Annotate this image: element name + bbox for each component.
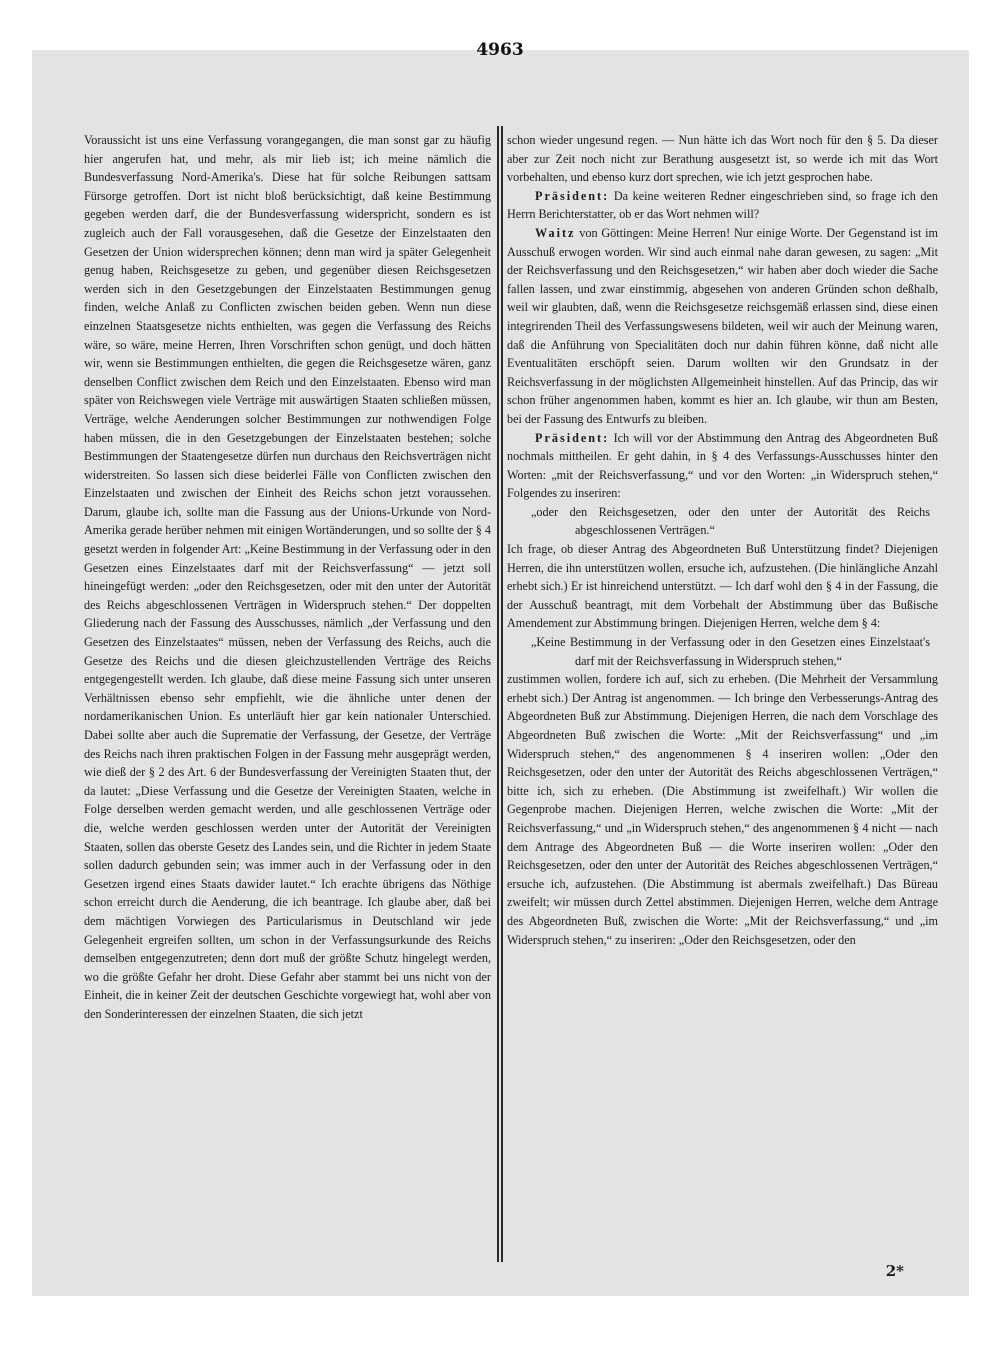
- sheet-signature: 2*: [885, 1262, 904, 1280]
- left-column: [84, 131, 491, 1258]
- left-paragraph-1: Voraussicht ist uns eine Verfassung vorangegangen, die man sonst gar zu häufig hier angerufen hat, und mehr, als mir lieb ist; ich meine nämlich die Bundesverfassung Nord-Amerika's. Diese hat für solche Reibungen sattsam Fürsorge getroffen. Dort ist nicht bloß berücksichtigt, daß keine Bestimmung gegeben werden darf, die der Bundesverfassung widerspricht, sondern es ist zugleich auch der Fall vorausgesehen, daß die Gesetze der Einzelstaaten den Gesetzen der Union widersprechen können; denn man wird ja später Gelegenheit genug haben, Reichsgesetze zu geben, und gegenüber diesen Reichsgesetzen werden sich in den Gesetzgebungen der Einzelstaaten Bestimmungen genug finden, welche Anlaß zu Conflicten zwischen beiden geben. Wenn nun diese einzelnen Staatsgesetze nichts enthielten, was gegen die Verfassung des Reichs wäre, so wäre, meine Herren, Ihren Vorschriften schon genügt, und doch hätten wir, wenn sie Bestimmungen enthielten, die gegen die Reichsgesetze wären, ganz denselben Conflict zwischen dem Reich und den Einzelstaaten. Ebenso wird man später von Reichswegen viele Verträge mit auswärtigen Staaten schließen müssen, Verträge, welche Aenderungen solcher Bestimmungen zur nothwendigen Folge haben müssen, die in den Gesetzgebungen der Einzelstaaten bestehen; solche Bestimmungen der Staatengesetze dürfen nun durchaus den Reichsverträgen nicht widerstreiten. So lassen sich diese beiderlei Fälle von Conflicten zwischen den Einzelstaaten und zwischen der Einheit des Reichs schon jetzt voraussehen. Darum, glaube ich, sollte man die Fassung aus der Unions-Urkunde von Nord-Amerika gerade herüber nehmen mit einigen Wortänderungen, und so sollte der § 4 gesetzt werden in folgender Art: „Keine Bestimmung in der Verfassung oder in den Gesetzen eines Einzelstaates darf mit der Reichsverfassung“ — jetzt soll hineingefügt werden: „oder den Reichsgesetzen, oder mit den unter der Autorität des Reichs abgeschlossenen Verträgen in Widerspruch stehen.“ Der doppelten Gliederung nach der Fassung des Ausschusses, nämlich „der Verfassung und den Gesetzen des Einzelstaates“ müssen, neben der Verfassung des Reichs, auch die Gesetze des Reichs und die diesen gleichzustellenden Verträge des Reichs entgegengestellt werden. Ich glaube, daß diese meine Fassung sich unter unseren Verhältnissen ebenso sehr empfiehlt, wie die ähnliche unter denen der nordamerikanischen Union. Es unterläuft hier gar kein nationaler Unterschied. Dabei sollte aber auch die Suprematie der Verfassung, der Gesetze, der Verträge des Reichs nach ihren praktischen Folgen in der Fassung mehr ausgeprägt werden, wie dieß der § 2 des Art. 6 der Bundesverfassung der Vereinigten Staaten thut, der da lautet: „Diese Verfassung und die Gesetze der Vereinigten Staaten, welche in Folge derselben werden gemacht werden, und alle geschlossenen Verträge oder die, welche werden geschlossen werden unter der Autorität der Vereinigten Staaten, sollen das oberste Gesetz des Landes sein, und die Richter in jedem Staate sollen dadurch gebunden sein; was immer auch in der Verfassung oder in den Gesetzen irgend eines Staats dawider lautet.“ Ich erachte übrigens das Nöthige schon erreicht durch die Aenderung, die ich beantrage. Ich glaube aber, daß bei dem mächtigen Vorwiegen des Particularismus in Deutschland wir jede Gelegenheit ergreifen sollten, um schon in der Verfassungsurkunde des Reichs demselben entgegenzutreten; denn dort muß der größte Schutz hingelegt werden, wo die größte Gefahr her droht. Diese Gefahr aber stammt bei uns nicht von der Einheit, die in keiner Zeit der deutschen Geschichte vorgewiegt hat, wohl aber von den Sonderinteressen der einzelnen Staaten, die sich jetzt: [84, 133, 491, 1021]
- speech-text-4: Ich will vor der Abstimmung den Antrag des Abgeordneten Buß nochmals mittheilen. Er geht dahin, in § 4 des Verfassungs-Ausschusses hinter den Worten: „mit der Reichsverfassung,“ und vor den Worten: „in Widerspruch stehen,“ Folgendes zu inseriren:: [507, 430, 938, 501]
- speech-text-3: von Göttingen: Meine Herren! Nur einige Worte. Der Gegenstand ist im Ausschuß erwogen worden. Wir sind auch einmal nahe daran gewesen, zu sagen: „Mit der Reichsverfassung und den Reichsgesetzen,“ wir haben aber doch wieder die Sache fallen lassen, und zwar einstimmig, abgesehen von anderen Gründen schon deßhalb, weil wir glaubten, daß, wenn die Reichsgesetze reichsgemäß erlassen sind, diese einen integrirenden Theil des Verfassungswesens bildeten, weil wir auch der Meinung waren, daß die Anführung von Specialitäten doch nur dahin führen könne, daß nicht alle Eventualitäten erschöpft seien. Darum wollten wir den Grundsatz in der Reichsverfassung in der möglichsten Allgemeinheit hinstellen. Auf das Princip, das wir schon früher angenommen haben, kommt es hier an. Ich glaube, wir thun am Besten, bei der Fassung des Entwurfs zu bleiben.: [507, 225, 938, 426]
- right-column: [507, 131, 938, 1258]
- speaker-waitz: Waitz: [535, 225, 576, 240]
- right-paragraph-5: Ich frage, ob dieser Antrag des Abgeordneten Buß Unterstützung findet? Diejenigen Herren, die ihn unterstützen wollen, ersuche ich, aufzustehen. (Die hinlängliche Anzahl erhebt sich.) Er ist hinreichend unterstützt. — Ich darf wohl den § 4 in der Fassung, die der Ausschuß beantragt, mit dem Vorbehalt der Abstimmung über das Bußische Amendement zur Abstimmung bringen. Diejenigen Herren, welche dem § 4:: [507, 542, 938, 631]
- right-paragraph-6: zustimmen wollen, fordere ich auf, sich zu erheben. (Die Mehrheit der Versammlung erhebt sich.) Der Antrag ist angenommen. — Ich bringe den Verbesserungs-Antrag des Abgeordneten Buß zur Abstimmung. Diejenigen Herren, die nach dem Vorschlage des Abgeordneten Buß zwischen die Worte: „Mit der Reichsverfassung“ und „im Widerspruch stehen,“ des angenommenen § 4 inseriren wollen: „Oder den Reichsgesetzen, oder den unter der Autorität des Reichs abgeschlossenen Verträgen,“ bitte ich, sich zu erheben. (Die Abstimmung ist zweifelhaft.) Wir wollen die Gegenprobe machen. Diejenigen Herren, welche zwischen die Worte: „Mit der Reichsverfassung,“ und „in Widerspruch stehen,“ des angenommenen § 4 nicht — nach dem Antrage des Abgeordneten Buß — die Worte inseriren wollen: „Oder den Reichsgesetzen, oder den unter der Autorität des Reiches abgeschlossenen Verträgen,“ ersuche ich, aufzustehen. (Die Abstimmung ist abermals zweifelhaft.) Das Büreau zweifelt; wir müssen durch Zettel abstimmen. Diejenigen Herren, welche dem Antrage des Abgeordneten Buß, zwischen die Worte: „Mit der Reichsverfassung,“ und „im Widerspruch stehen,“ zu inseriren: „Oder den Reichsgesetzen, oder den: [507, 672, 938, 947]
- quote-2: „Keine Bestimmung in der Verfassung oder in den Gesetzen eines Einzelstaat's darf mit der Reichsverfassung in Widerspruch stehen,“: [531, 635, 930, 668]
- right-paragraph-2: [507, 187, 938, 224]
- right-paragraph-4: [507, 429, 938, 503]
- quote-1: „oder den Reichsgesetzen, oder den unter der Autorität des Reichs abgeschlossenen Verträgen.“: [531, 504, 930, 538]
- speaker-praesident-2: Präsident:: [535, 430, 610, 445]
- speaker-praesident-1: Präsident:: [535, 188, 610, 203]
- column-divider: [497, 126, 503, 1262]
- speech-text-2: Da keine weiteren Redner eingeschrieben sind, so frage ich den Herrn Berichterstatter, ob er das Wort nehmen will?: [507, 188, 938, 222]
- right-paragraph-1: schon wieder ungesund regen. — Nun hätte ich das Wort noch für den § 5. Da dieser aber zur Zeit noch nicht zur Berathung ausgesetzt ist, so werde ich mit das Wort vorbehalten, und ebenso kurz dort sprechen, wie ich jetzt gesprochen habe.: [507, 133, 938, 185]
- page-number: 4963: [476, 40, 524, 60]
- right-paragraph-3: [507, 224, 938, 429]
